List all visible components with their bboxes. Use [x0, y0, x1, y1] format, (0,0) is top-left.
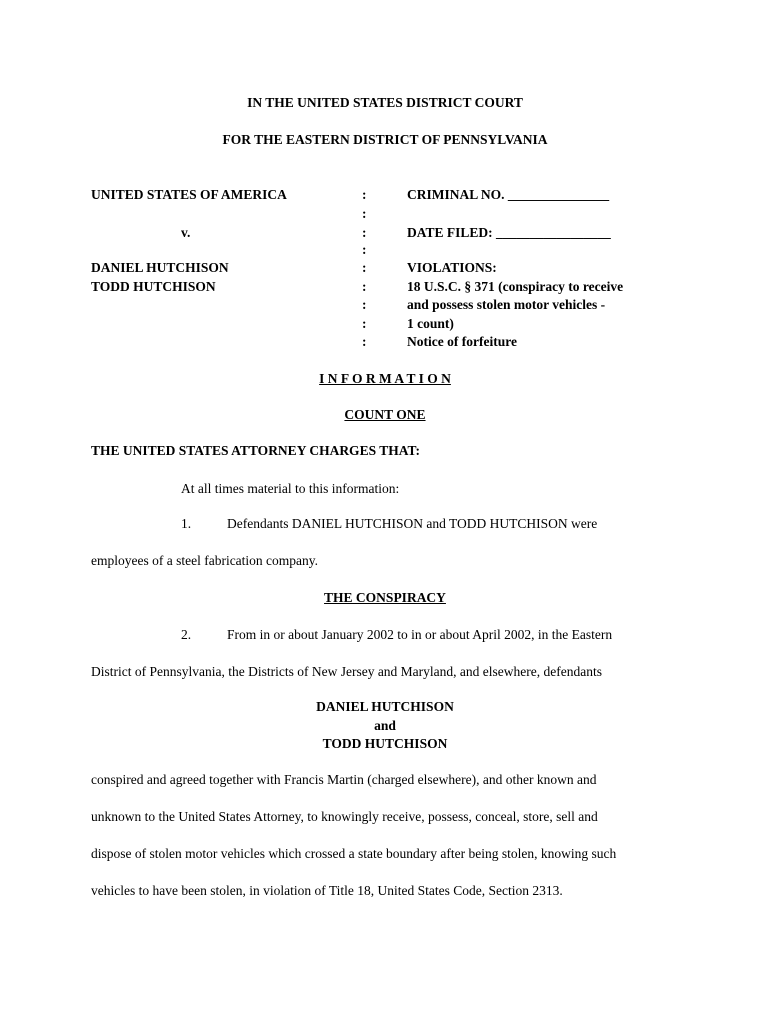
date-filed: DATE FILED: _________________	[407, 225, 611, 240]
caption-colon: :	[362, 297, 367, 312]
violation-line: 18 U.S.C. § 371 (conspiracy to receive	[407, 279, 624, 294]
count-heading: COUNT ONE	[344, 407, 426, 422]
violation-line: and possess stolen motor vehicles -	[407, 297, 606, 312]
paragraph-text: dispose of stolen motor vehicles which crossed a state boundary after being stolen, knowing such	[91, 846, 617, 861]
defendant-conjunction: and	[374, 718, 396, 733]
defendant-name: TODD HUTCHISON	[322, 736, 448, 751]
caption-colon: :	[362, 187, 367, 202]
caption-versus: v.	[181, 225, 191, 240]
charges-heading: THE UNITED STATES ATTORNEY CHARGES THAT:	[91, 443, 420, 458]
paragraph-number: 1.	[181, 516, 192, 531]
paragraph-text: From in or about January 2002 to in or about April 2002, in the Eastern	[227, 627, 613, 642]
caption-colon: :	[362, 279, 367, 294]
defendant-name: DANIEL HUTCHISON	[316, 699, 454, 714]
criminal-number: CRIMINAL NO. _______________	[407, 187, 610, 202]
caption-colon: :	[362, 225, 367, 240]
caption-colon: :	[362, 316, 367, 331]
paragraph-text: unknown to the United States Attorney, to knowingly receive, possess, conceal, store, sell and	[91, 809, 598, 824]
paragraph-text: vehicles to have been stolen, in violation of Title 18, United States Code, Section 2313.	[91, 883, 563, 898]
intro-text: At all times material to this information:	[181, 481, 400, 496]
caption-colon: :	[362, 260, 367, 275]
violations-heading: VIOLATIONS:	[407, 260, 497, 275]
paragraph-text: District of Pennsylvania, the Districts of New Jersey and Maryland, and elsewhere, defendants	[91, 664, 602, 679]
caption-plaintiff: UNITED STATES OF AMERICA	[91, 187, 287, 202]
paragraph-text: Defendants DANIEL HUTCHISON and TODD HUTCHISON were	[227, 516, 598, 531]
caption-colon: :	[362, 334, 367, 349]
caption-defendant-2: TODD HUTCHISON	[91, 279, 216, 294]
violation-line: Notice of forfeiture	[407, 334, 517, 349]
court-name: IN THE UNITED STATES DISTRICT COURT	[247, 95, 523, 110]
paragraph-number: 2.	[181, 627, 192, 642]
paragraph-text: conspired and agreed together with Francis Martin (charged elsewhere), and other known and	[91, 772, 597, 787]
violation-line: 1 count)	[407, 316, 454, 331]
conspiracy-heading: THE CONSPIRACY	[324, 590, 446, 605]
document-title: I N F O R M A T I O N	[319, 371, 451, 386]
caption-defendant-1: DANIEL HUTCHISON	[91, 260, 229, 275]
paragraph-text: employees of a steel fabrication company.	[91, 553, 319, 568]
caption-colon: :	[362, 242, 367, 257]
caption-colon: :	[362, 206, 367, 221]
court-district: FOR THE EASTERN DISTRICT OF PENNSYLVANIA	[222, 132, 548, 147]
